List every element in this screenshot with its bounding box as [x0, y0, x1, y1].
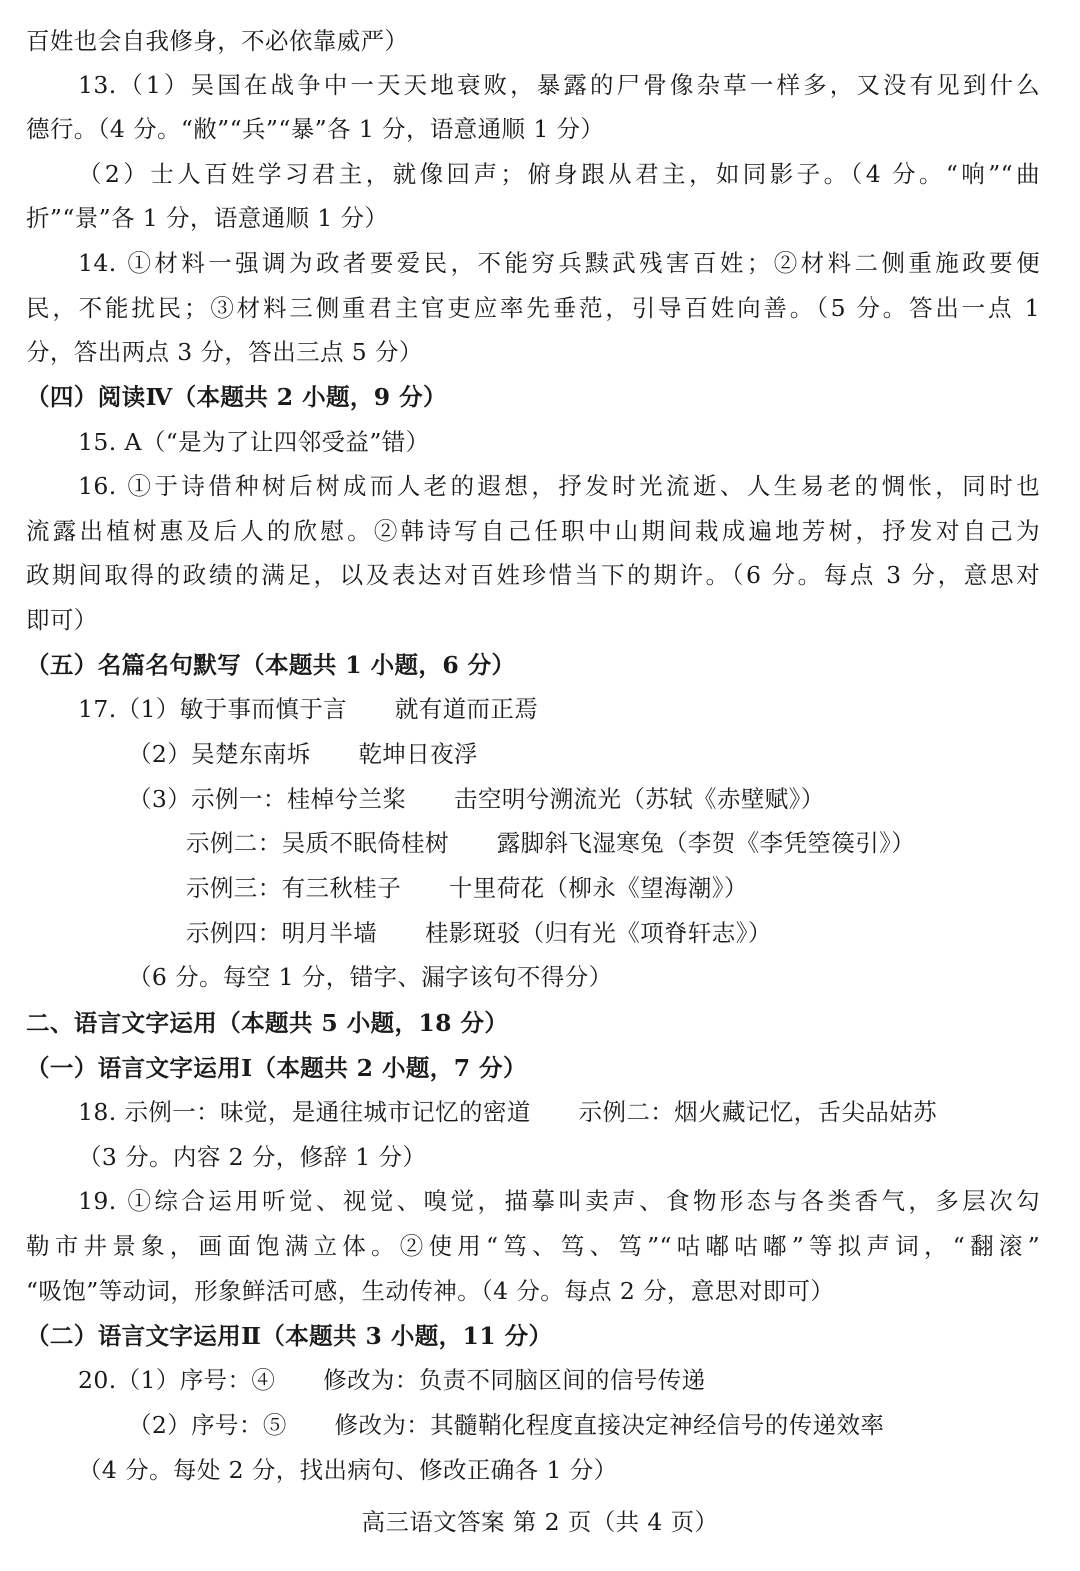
answer-14-line-2: 民，不能扰民；③材料三侧重君主官吏应率先垂范，引导百姓向善。（5 分。答出一点 1: [26, 294, 1040, 322]
answer-13-line-2: 德行。（4 分。“敝”“兵”“暴”各 1 分，语意通顺 1 分）: [26, 115, 605, 143]
section-heading-language-use-2: （二）语言文字运用Ⅱ（本题共 3 小题，11 分）: [26, 1322, 553, 1350]
answer-19-line-1: 19. ①综合运用听觉、视觉、嗅觉，描摹叫卖声、食物形态与各类香气，多层次勾: [78, 1187, 1040, 1215]
section-heading-language-use: 二、语言文字运用（本题共 5 小题，18 分）: [26, 1009, 509, 1037]
answer-19-line-2: 勒市井景象，画面饱满立体。②使用“笃、笃、笃”“咕嘟咕嘟”等拟声词，“翻滚”: [26, 1232, 1040, 1260]
answer-17-part-3-example-3: 示例三：有三秋桂子 十里荷花（柳永《望海潮》）: [186, 874, 748, 902]
section-heading-reading-4: （四）阅读Ⅳ（本题共 2 小题，9 分）: [26, 383, 447, 411]
answer-17-part-1: 17.（1）敏于事而慎于言 就有道而正焉: [78, 695, 539, 723]
answer-16-line-3: 政期间取得的政绩的满足，以及表达对百姓珍惜当下的期许。（6 分。每点 3 分，意思对: [26, 561, 1040, 589]
answer-15: 15. A（“是为了让四邻受益”错）: [78, 428, 430, 456]
answer-19-line-3: “吸饱”等动词，形象鲜活可感，生动传神。（4 分。每点 2 分，意思对即可）: [26, 1277, 835, 1305]
answer-13-line-1: 13.（1）吴国在战争中一天天地衰败，暴露的尸骨像杂草一样多，又没有见到什么: [78, 71, 1040, 99]
answer-18-line-1: 18. 示例一：味觉，是通往城市记忆的密道 示例二：烟火藏记忆，舌尖品姑苏: [78, 1098, 938, 1126]
answer-16-line-2: 流露出植树惠及后人的欣慰。②韩诗写自己任职中山期间栽成遍地芳树，抒发对自己为: [26, 517, 1040, 545]
answer-13-line-3: （2）士人百姓学习君主，就像回声；俯身跟从君主，如同影子。（4 分。“响”“曲: [78, 160, 1040, 188]
answer-16-line-4: 即可）: [26, 606, 98, 634]
answer-17-part-2: （2）吴楚东南坼 乾坤日夜浮: [128, 740, 478, 768]
answer-14-line-3: 分，答出两点 3 分，答出三点 5 分）: [26, 338, 423, 366]
answer-20-scoring: （4 分。每处 2 分，找出病句、修改正确各 1 分）: [78, 1456, 618, 1484]
answer-20-part-1: 20.（1）序号：④ 修改为：负责不同脑区间的信号传递: [78, 1366, 706, 1394]
section-heading-recitation: （五）名篇名句默写（本题共 1 小题，6 分）: [26, 651, 516, 679]
answer-18-scoring: （3 分。内容 2 分，修辞 1 分）: [78, 1143, 427, 1171]
answer-17-scoring: （6 分。每空 1 分，错字、漏字该句不得分）: [128, 963, 613, 991]
answer-17-part-3-example-2: 示例二：吴质不眠倚桂树 露脚斜飞湿寒兔（李贺《李凭箜篌引》）: [186, 829, 916, 857]
answer-13-line-4: 折”“景”各 1 分，语意通顺 1 分）: [26, 204, 389, 232]
text-line: 百姓也会自我修身，不必依靠威严）: [26, 27, 409, 55]
answer-17-part-3-example-1: （3）示例一：桂棹兮兰桨 击空明兮溯流光（苏轼《赤壁赋》）: [128, 785, 825, 813]
answer-14-line-1: 14. ①材料一强调为政者要爱民，不能穷兵黩武残害百姓；②材料二侧重施政要便: [78, 249, 1040, 277]
answer-17-part-3-example-4: 示例四：明月半墙 桂影斑驳（归有光《项脊轩志》）: [186, 919, 772, 947]
answer-20-part-2: （2）序号：⑤ 修改为：其髓鞘化程度直接决定神经信号的传递效率: [128, 1411, 885, 1439]
section-heading-language-use-1: （一）语言文字运用Ⅰ（本题共 2 小题，7 分）: [26, 1054, 527, 1082]
page-footer: 高三语文答案 第 2 页（共 4 页）: [361, 1508, 719, 1536]
answer-16-line-1: 16. ①于诗借种树后树成而人老的遐想，抒发时光流逝、人生易老的惆怅，同时也: [78, 472, 1040, 500]
